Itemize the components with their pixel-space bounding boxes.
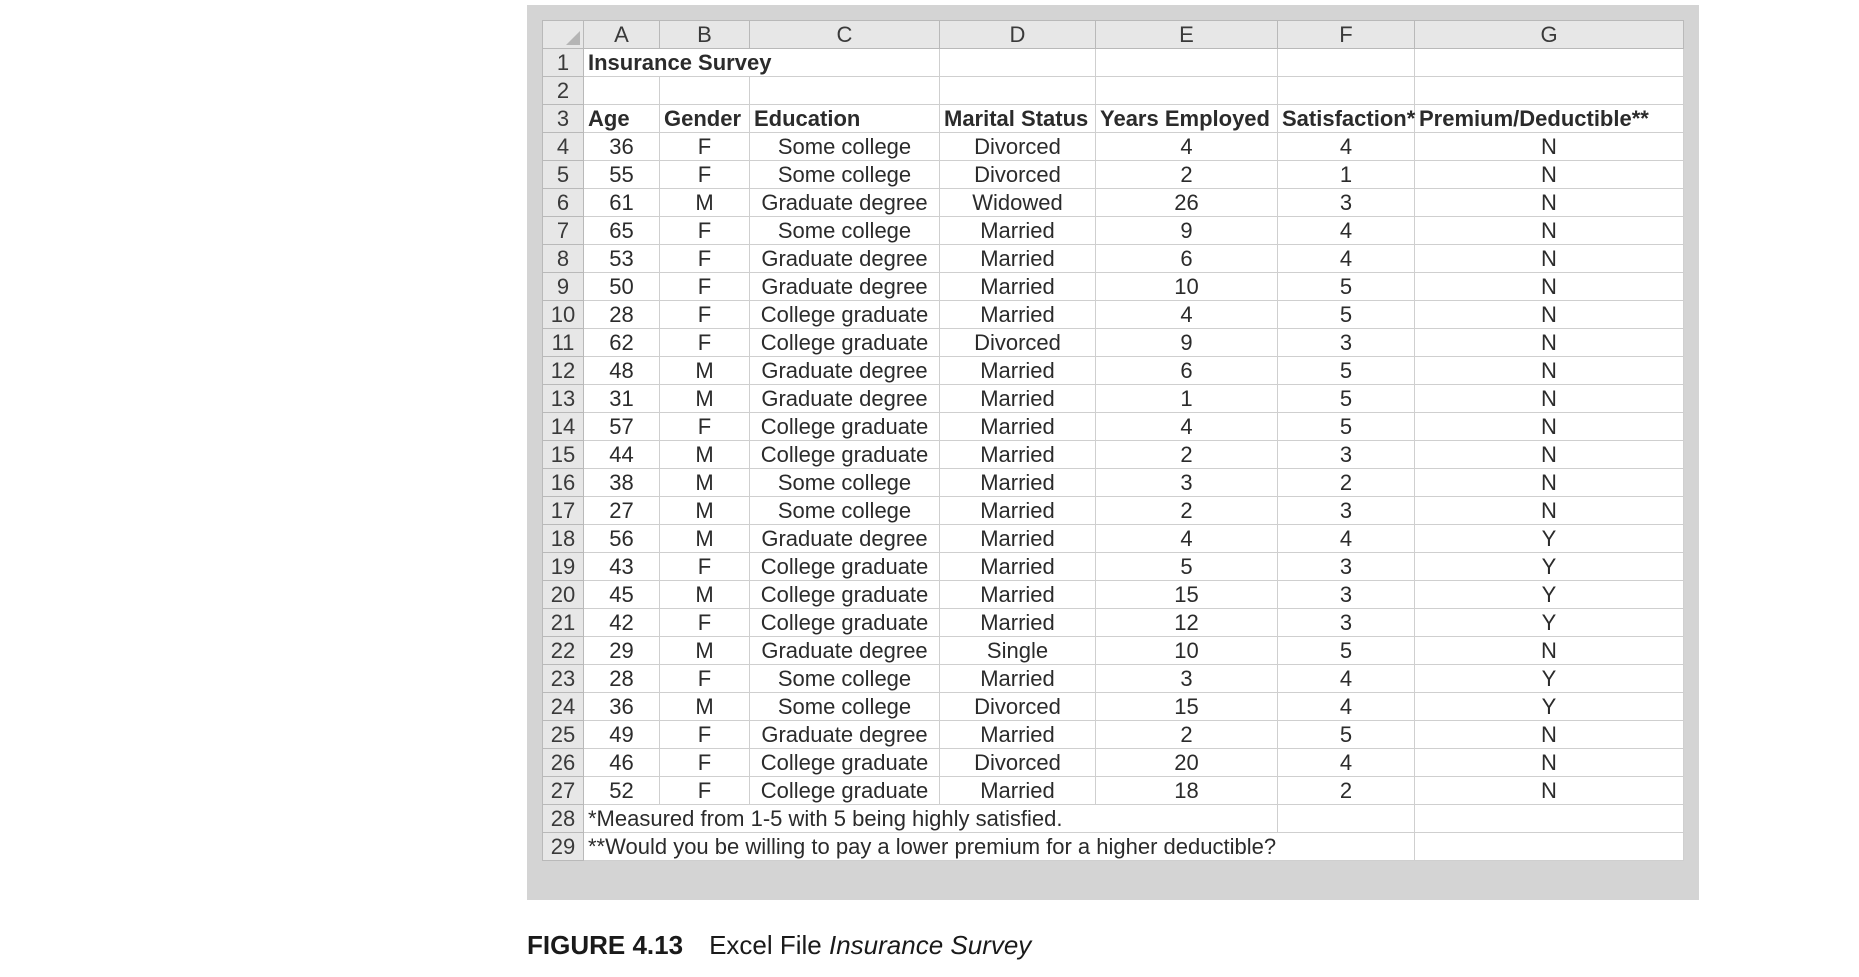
row-header[interactable]: 8 bbox=[543, 245, 584, 273]
years-employed-cell[interactable]: 15 bbox=[1096, 581, 1278, 609]
column-header-a[interactable]: A bbox=[584, 21, 660, 49]
cell[interactable] bbox=[1096, 805, 1278, 833]
cell[interactable] bbox=[1278, 77, 1415, 105]
premium-deductible-cell[interactable]: N bbox=[1415, 133, 1684, 161]
age-cell[interactable]: 38 bbox=[584, 469, 660, 497]
satisfaction-cell[interactable]: 5 bbox=[1278, 273, 1415, 301]
cell[interactable] bbox=[940, 49, 1096, 77]
gender-cell[interactable]: F bbox=[660, 161, 750, 189]
satisfaction-cell[interactable]: 4 bbox=[1278, 245, 1415, 273]
premium-deductible-cell[interactable]: N bbox=[1415, 749, 1684, 777]
row-header[interactable]: 3 bbox=[543, 105, 584, 133]
field-header-age[interactable]: Age bbox=[584, 105, 660, 133]
data-row bbox=[543, 189, 1684, 217]
footnote-satisfaction-cell[interactable]: *Measured from 1-5 with 5 being highly satisfied. bbox=[584, 805, 660, 833]
age-cell[interactable]: 56 bbox=[584, 525, 660, 553]
gender-cell[interactable]: F bbox=[660, 777, 750, 805]
age-cell[interactable]: 43 bbox=[584, 553, 660, 581]
row-header[interactable]: 13 bbox=[543, 385, 584, 413]
row-header[interactable]: 27 bbox=[543, 777, 584, 805]
gender-cell[interactable]: F bbox=[660, 133, 750, 161]
row-header[interactable]: 15 bbox=[543, 441, 584, 469]
years-employed-cell[interactable]: 4 bbox=[1096, 413, 1278, 441]
marital-status-cell[interactable]: Married bbox=[940, 301, 1096, 329]
age-cell[interactable]: 36 bbox=[584, 693, 660, 721]
age-cell[interactable]: 52 bbox=[584, 777, 660, 805]
data-row bbox=[543, 665, 1684, 693]
marital-status-cell[interactable]: Single bbox=[940, 637, 1096, 665]
gender-cell[interactable]: M bbox=[660, 693, 750, 721]
education-cell[interactable]: Graduate degree bbox=[750, 357, 940, 385]
gender-cell[interactable]: F bbox=[660, 721, 750, 749]
education-cell[interactable]: Some college bbox=[750, 161, 940, 189]
marital-status-cell[interactable]: Married bbox=[940, 553, 1096, 581]
premium-deductible-cell[interactable]: N bbox=[1415, 413, 1684, 441]
figure-caption-filename: Insurance Survey bbox=[828, 930, 1032, 960]
data-row bbox=[543, 357, 1684, 385]
row-header[interactable]: 17 bbox=[543, 497, 584, 525]
premium-deductible-cell[interactable]: N bbox=[1415, 273, 1684, 301]
cell[interactable] bbox=[750, 49, 940, 77]
field-header-gender[interactable]: Gender bbox=[660, 105, 750, 133]
premium-deductible-cell[interactable]: N bbox=[1415, 469, 1684, 497]
row-header[interactable]: 16 bbox=[543, 469, 584, 497]
marital-status-cell[interactable]: Married bbox=[940, 609, 1096, 637]
gender-cell[interactable]: M bbox=[660, 385, 750, 413]
education-cell[interactable]: College graduate bbox=[750, 749, 940, 777]
cell[interactable] bbox=[1278, 833, 1415, 861]
satisfaction-cell[interactable]: 3 bbox=[1278, 581, 1415, 609]
premium-deductible-cell[interactable]: N bbox=[1415, 497, 1684, 525]
row-header[interactable]: 10 bbox=[543, 301, 584, 329]
gender-cell[interactable]: M bbox=[660, 357, 750, 385]
satisfaction-cell[interactable]: 3 bbox=[1278, 189, 1415, 217]
satisfaction-cell[interactable]: 4 bbox=[1278, 133, 1415, 161]
age-cell[interactable]: 27 bbox=[584, 497, 660, 525]
data-row bbox=[543, 777, 1684, 805]
gender-cell[interactable]: M bbox=[660, 525, 750, 553]
cell[interactable] bbox=[1415, 49, 1684, 77]
education-cell[interactable]: Some college bbox=[750, 665, 940, 693]
years-employed-cell[interactable]: 4 bbox=[1096, 301, 1278, 329]
cell[interactable] bbox=[940, 77, 1096, 105]
marital-status-cell[interactable]: Married bbox=[940, 721, 1096, 749]
row-header[interactable]: 9 bbox=[543, 273, 584, 301]
marital-status-cell[interactable]: Married bbox=[940, 525, 1096, 553]
data-row bbox=[543, 301, 1684, 329]
premium-deductible-cell[interactable]: N bbox=[1415, 777, 1684, 805]
cell[interactable] bbox=[1415, 805, 1684, 833]
gender-cell[interactable]: F bbox=[660, 329, 750, 357]
marital-status-cell[interactable]: Married bbox=[940, 273, 1096, 301]
row-header[interactable]: 26 bbox=[543, 749, 584, 777]
data-row bbox=[543, 497, 1684, 525]
row-header[interactable]: 21 bbox=[543, 609, 584, 637]
gender-cell[interactable]: F bbox=[660, 273, 750, 301]
figure-caption-text: Excel File bbox=[709, 930, 829, 960]
column-header-c[interactable]: C bbox=[750, 21, 940, 49]
field-header-premium-deductible[interactable]: Premium/Deductible** bbox=[1415, 105, 1684, 133]
education-cell[interactable]: College graduate bbox=[750, 441, 940, 469]
data-row bbox=[543, 133, 1684, 161]
row-header[interactable]: 28 bbox=[543, 805, 584, 833]
premium-deductible-cell[interactable]: N bbox=[1415, 441, 1684, 469]
age-cell[interactable]: 57 bbox=[584, 413, 660, 441]
gender-cell[interactable]: M bbox=[660, 441, 750, 469]
row-header[interactable]: 12 bbox=[543, 357, 584, 385]
cell[interactable] bbox=[584, 77, 660, 105]
cell[interactable] bbox=[750, 77, 940, 105]
years-employed-cell[interactable]: 18 bbox=[1096, 777, 1278, 805]
satisfaction-cell[interactable]: 3 bbox=[1278, 329, 1415, 357]
gender-cell[interactable]: F bbox=[660, 217, 750, 245]
satisfaction-cell[interactable]: 5 bbox=[1278, 413, 1415, 441]
years-employed-cell[interactable]: 3 bbox=[1096, 469, 1278, 497]
figure-number: FIGURE 4.13 bbox=[527, 930, 684, 960]
cell[interactable] bbox=[1278, 49, 1415, 77]
field-header-years-employed[interactable]: Years Employed bbox=[1096, 105, 1278, 133]
premium-deductible-cell[interactable]: N bbox=[1415, 637, 1684, 665]
education-cell[interactable]: Some college bbox=[750, 469, 940, 497]
column-header-b[interactable]: B bbox=[660, 21, 750, 49]
marital-status-cell[interactable]: Married bbox=[940, 665, 1096, 693]
education-cell[interactable]: Some college bbox=[750, 693, 940, 721]
age-cell[interactable]: 28 bbox=[584, 665, 660, 693]
sheet-row-2 bbox=[543, 77, 1684, 105]
years-employed-cell[interactable]: 20 bbox=[1096, 749, 1278, 777]
education-cell[interactable]: College graduate bbox=[750, 301, 940, 329]
marital-status-cell[interactable]: Married bbox=[940, 245, 1096, 273]
marital-status-cell[interactable]: Married bbox=[940, 413, 1096, 441]
gender-cell[interactable]: F bbox=[660, 749, 750, 777]
premium-deductible-cell[interactable]: N bbox=[1415, 161, 1684, 189]
age-cell[interactable]: 62 bbox=[584, 329, 660, 357]
premium-deductible-cell[interactable]: Y bbox=[1415, 665, 1684, 693]
cell[interactable] bbox=[1278, 805, 1415, 833]
education-cell[interactable]: College graduate bbox=[750, 581, 940, 609]
gender-cell[interactable]: F bbox=[660, 413, 750, 441]
cell[interactable] bbox=[1096, 77, 1278, 105]
education-cell[interactable]: Graduate degree bbox=[750, 721, 940, 749]
premium-deductible-cell[interactable]: Y bbox=[1415, 553, 1684, 581]
years-employed-cell[interactable]: 6 bbox=[1096, 357, 1278, 385]
satisfaction-cell[interactable]: 5 bbox=[1278, 637, 1415, 665]
years-employed-cell[interactable]: 26 bbox=[1096, 189, 1278, 217]
satisfaction-cell[interactable]: 3 bbox=[1278, 441, 1415, 469]
row-header[interactable]: 11 bbox=[543, 329, 584, 357]
spreadsheet-frame bbox=[527, 5, 1699, 900]
premium-deductible-cell[interactable]: Y bbox=[1415, 693, 1684, 721]
data-row bbox=[543, 413, 1684, 441]
gender-cell[interactable]: M bbox=[660, 637, 750, 665]
education-cell[interactable]: Some college bbox=[750, 133, 940, 161]
satisfaction-cell[interactable]: 4 bbox=[1278, 525, 1415, 553]
data-row bbox=[543, 553, 1684, 581]
satisfaction-cell[interactable]: 4 bbox=[1278, 217, 1415, 245]
premium-deductible-cell[interactable]: Y bbox=[1415, 609, 1684, 637]
row-header[interactable]: 2 bbox=[543, 77, 584, 105]
satisfaction-cell[interactable]: 2 bbox=[1278, 469, 1415, 497]
cell[interactable] bbox=[1415, 77, 1684, 105]
row-header[interactable]: 23 bbox=[543, 665, 584, 693]
marital-status-cell[interactable]: Married bbox=[940, 469, 1096, 497]
data-row bbox=[543, 525, 1684, 553]
satisfaction-cell[interactable]: 2 bbox=[1278, 777, 1415, 805]
select-all-corner[interactable] bbox=[543, 21, 584, 49]
gender-cell[interactable]: F bbox=[660, 245, 750, 273]
premium-deductible-cell[interactable]: N bbox=[1415, 301, 1684, 329]
years-employed-cell[interactable]: 10 bbox=[1096, 637, 1278, 665]
satisfaction-cell[interactable]: 5 bbox=[1278, 357, 1415, 385]
row-header[interactable]: 29 bbox=[543, 833, 584, 861]
years-employed-cell[interactable]: 3 bbox=[1096, 665, 1278, 693]
age-cell[interactable]: 49 bbox=[584, 721, 660, 749]
marital-status-cell[interactable]: Married bbox=[940, 441, 1096, 469]
data-row bbox=[543, 217, 1684, 245]
gender-cell[interactable]: M bbox=[660, 469, 750, 497]
age-cell[interactable]: 61 bbox=[584, 189, 660, 217]
years-employed-cell[interactable]: 9 bbox=[1096, 329, 1278, 357]
age-cell[interactable]: 29 bbox=[584, 637, 660, 665]
years-employed-cell[interactable]: 4 bbox=[1096, 525, 1278, 553]
education-cell[interactable]: College graduate bbox=[750, 777, 940, 805]
satisfaction-cell[interactable]: 4 bbox=[1278, 665, 1415, 693]
satisfaction-cell[interactable]: 3 bbox=[1278, 553, 1415, 581]
premium-deductible-cell[interactable]: N bbox=[1415, 329, 1684, 357]
marital-status-cell[interactable]: Married bbox=[940, 777, 1096, 805]
cell[interactable] bbox=[1096, 49, 1278, 77]
marital-status-cell[interactable]: Married bbox=[940, 357, 1096, 385]
age-cell[interactable]: 55 bbox=[584, 161, 660, 189]
data-row bbox=[543, 469, 1684, 497]
education-cell[interactable]: Graduate degree bbox=[750, 245, 940, 273]
marital-status-cell[interactable]: Divorced bbox=[940, 749, 1096, 777]
marital-status-cell[interactable]: Married bbox=[940, 497, 1096, 525]
premium-deductible-cell[interactable]: N bbox=[1415, 217, 1684, 245]
premium-deductible-cell[interactable]: N bbox=[1415, 245, 1684, 273]
education-cell[interactable]: Graduate degree bbox=[750, 385, 940, 413]
marital-status-cell[interactable]: Married bbox=[940, 385, 1096, 413]
years-employed-cell[interactable]: 1 bbox=[1096, 385, 1278, 413]
sheet-title-cell[interactable]: Insurance Survey bbox=[584, 49, 660, 77]
years-employed-cell[interactable]: 2 bbox=[1096, 161, 1278, 189]
cell[interactable] bbox=[660, 77, 750, 105]
data-row bbox=[543, 609, 1684, 637]
marital-status-cell[interactable]: Divorced bbox=[940, 161, 1096, 189]
age-cell[interactable]: 48 bbox=[584, 357, 660, 385]
row-header[interactable]: 25 bbox=[543, 721, 584, 749]
row-header[interactable]: 24 bbox=[543, 693, 584, 721]
column-header-f[interactable]: F bbox=[1278, 21, 1415, 49]
data-row bbox=[543, 161, 1684, 189]
years-employed-cell[interactable]: 12 bbox=[1096, 609, 1278, 637]
years-employed-cell[interactable]: 2 bbox=[1096, 497, 1278, 525]
years-employed-cell[interactable]: 5 bbox=[1096, 553, 1278, 581]
years-employed-cell[interactable]: 2 bbox=[1096, 441, 1278, 469]
marital-status-cell[interactable]: Widowed bbox=[940, 189, 1096, 217]
field-header-satisfaction[interactable]: Satisfaction* bbox=[1278, 105, 1415, 133]
premium-deductible-cell[interactable]: Y bbox=[1415, 581, 1684, 609]
row-header[interactable]: 18 bbox=[543, 525, 584, 553]
data-row bbox=[543, 637, 1684, 665]
education-cell[interactable]: Graduate degree bbox=[750, 525, 940, 553]
data-row bbox=[543, 245, 1684, 273]
row-header[interactable]: 1 bbox=[543, 49, 584, 77]
premium-deductible-cell[interactable]: N bbox=[1415, 385, 1684, 413]
row-header[interactable]: 22 bbox=[543, 637, 584, 665]
years-employed-cell[interactable]: 4 bbox=[1096, 133, 1278, 161]
select-all-triangle-icon bbox=[566, 31, 580, 45]
age-cell[interactable]: 31 bbox=[584, 385, 660, 413]
data-row bbox=[543, 581, 1684, 609]
satisfaction-cell[interactable]: 5 bbox=[1278, 301, 1415, 329]
satisfaction-cell[interactable]: 3 bbox=[1278, 609, 1415, 637]
education-cell[interactable]: Some college bbox=[750, 217, 940, 245]
spreadsheet-grid bbox=[542, 20, 1684, 861]
gender-cell[interactable]: F bbox=[660, 301, 750, 329]
age-cell[interactable]: 28 bbox=[584, 301, 660, 329]
gender-cell[interactable]: F bbox=[660, 609, 750, 637]
data-row bbox=[543, 693, 1684, 721]
age-cell[interactable]: 50 bbox=[584, 273, 660, 301]
sheet-row-3-field-headers bbox=[543, 105, 1684, 133]
gender-cell[interactable]: F bbox=[660, 665, 750, 693]
row-header[interactable]: 4 bbox=[543, 133, 584, 161]
satisfaction-cell[interactable]: 3 bbox=[1278, 497, 1415, 525]
row-header[interactable]: 5 bbox=[543, 161, 584, 189]
age-cell[interactable]: 42 bbox=[584, 609, 660, 637]
years-employed-cell[interactable]: 15 bbox=[1096, 693, 1278, 721]
data-row bbox=[543, 441, 1684, 469]
age-cell[interactable]: 44 bbox=[584, 441, 660, 469]
age-cell[interactable]: 45 bbox=[584, 581, 660, 609]
row-header[interactable]: 6 bbox=[543, 189, 584, 217]
marital-status-cell[interactable]: Divorced bbox=[940, 693, 1096, 721]
sheet-row-1 bbox=[543, 49, 1684, 77]
gender-cell[interactable]: M bbox=[660, 497, 750, 525]
age-cell[interactable]: 53 bbox=[584, 245, 660, 273]
column-header-e[interactable]: E bbox=[1096, 21, 1278, 49]
data-row bbox=[543, 385, 1684, 413]
age-cell[interactable]: 46 bbox=[584, 749, 660, 777]
education-cell[interactable]: College graduate bbox=[750, 609, 940, 637]
premium-deductible-cell[interactable]: N bbox=[1415, 189, 1684, 217]
data-row bbox=[543, 721, 1684, 749]
years-employed-cell[interactable]: 10 bbox=[1096, 273, 1278, 301]
education-cell[interactable]: Graduate degree bbox=[750, 637, 940, 665]
premium-deductible-cell[interactable]: N bbox=[1415, 721, 1684, 749]
gender-cell[interactable]: F bbox=[660, 553, 750, 581]
education-cell[interactable]: College graduate bbox=[750, 329, 940, 357]
column-header-g[interactable]: G bbox=[1415, 21, 1684, 49]
cell[interactable] bbox=[1415, 833, 1684, 861]
marital-status-cell[interactable]: Married bbox=[940, 217, 1096, 245]
marital-status-cell[interactable]: Married bbox=[940, 581, 1096, 609]
education-cell[interactable]: Graduate degree bbox=[750, 189, 940, 217]
figure-caption bbox=[527, 930, 1031, 961]
age-cell[interactable]: 65 bbox=[584, 217, 660, 245]
marital-status-cell[interactable]: Divorced bbox=[940, 329, 1096, 357]
column-header-row bbox=[543, 21, 1684, 49]
row-header[interactable]: 19 bbox=[543, 553, 584, 581]
premium-deductible-cell[interactable]: Y bbox=[1415, 525, 1684, 553]
data-row bbox=[543, 749, 1684, 777]
education-cell[interactable]: College graduate bbox=[750, 413, 940, 441]
premium-deductible-cell[interactable]: N bbox=[1415, 357, 1684, 385]
age-cell[interactable]: 36 bbox=[584, 133, 660, 161]
satisfaction-cell[interactable]: 5 bbox=[1278, 385, 1415, 413]
years-employed-cell[interactable]: 9 bbox=[1096, 217, 1278, 245]
sheet-row-28 bbox=[543, 805, 1684, 833]
satisfaction-cell[interactable]: 1 bbox=[1278, 161, 1415, 189]
row-header[interactable]: 14 bbox=[543, 413, 584, 441]
education-cell[interactable]: College graduate bbox=[750, 553, 940, 581]
gender-cell[interactable]: M bbox=[660, 189, 750, 217]
satisfaction-cell[interactable]: 4 bbox=[1278, 693, 1415, 721]
column-header-d[interactable]: D bbox=[940, 21, 1096, 49]
field-header-marital-status[interactable]: Marital Status bbox=[940, 105, 1096, 133]
data-row bbox=[543, 273, 1684, 301]
sheet-row-29 bbox=[543, 833, 1684, 861]
marital-status-cell[interactable]: Divorced bbox=[940, 133, 1096, 161]
footnote-premium-cell[interactable]: **Would you be willing to pay a lower premium for a higher deductible? bbox=[584, 833, 660, 861]
satisfaction-cell[interactable]: 4 bbox=[1278, 749, 1415, 777]
row-header[interactable]: 7 bbox=[543, 217, 584, 245]
education-cell[interactable]: Graduate degree bbox=[750, 273, 940, 301]
satisfaction-cell[interactable]: 5 bbox=[1278, 721, 1415, 749]
row-header[interactable]: 20 bbox=[543, 581, 584, 609]
education-cell[interactable]: Some college bbox=[750, 497, 940, 525]
field-header-education[interactable]: Education bbox=[750, 105, 940, 133]
years-employed-cell[interactable]: 6 bbox=[1096, 245, 1278, 273]
years-employed-cell[interactable]: 2 bbox=[1096, 721, 1278, 749]
gender-cell[interactable]: M bbox=[660, 581, 750, 609]
data-row bbox=[543, 329, 1684, 357]
